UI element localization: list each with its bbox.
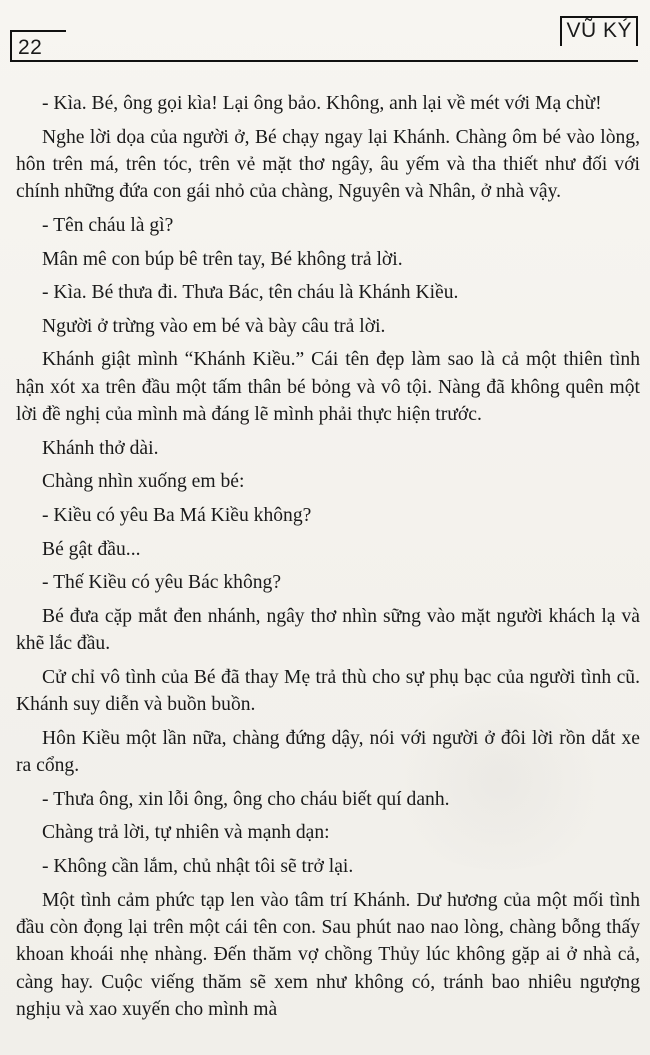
paragraph: - Tên cháu là gì?: [42, 215, 174, 236]
paragraph: - Kìa. Bé thưa đi. Thưa Bác, tên cháu là Khánh Kiều.: [42, 282, 459, 304]
paragraph: Chàng nhìn xuống em bé:: [42, 471, 245, 493]
paragraph: Chàng trả lời, tự nhiên và mạnh dạn:: [42, 822, 330, 844]
running-head-author: VŨ KÝ: [566, 19, 632, 42]
paragraph: Hôn Kiều một lần nữa, chàng đứng dậy, nói với người ở đôi lời rồn dắt xe ra cổng.: [16, 727, 640, 777]
paragraph: - Thưa ông, xin lỗi ông, ông cho cháu biết quí danh.: [42, 788, 450, 810]
page-number: 22: [18, 36, 43, 59]
header-rule: [64, 60, 638, 62]
paragraph: Người ở trừng vào em bé và bày câu trả lời.: [42, 315, 386, 337]
paragraph: Nghe lời dọa của người ở, Bé chạy ngay lại Khánh. Chàng ôm bé vào lòng, hôn trên má, trên tóc, trên vẻ mặt thơ ngây, âu yếm và tha thiết như đối với chính những đứa con gái nhỏ của chàng, Nguyên và Nhân, ở nhà vậy.: [16, 126, 640, 203]
paragraph: Khánh giật mình “Khánh Kiều.” Cái tên đẹp làm sao là cả một thiên tình hận xót xa trên đầu một tấm thân bé bỏng và vô tội. Nàng đã không quên một lời đề nghị của mình mà đáng lẽ mình phải thực hiện trước.: [16, 349, 640, 426]
paragraph: Cử chỉ vô tình của Bé đã thay Mẹ trả thù cho sự phụ bạc của người tình cũ. Khánh suy diễn và buồn buồn.: [16, 666, 640, 716]
paragraph: - Kìa. Bé, ông gọi kìa! Lại ông bảo. Không, anh lại về mét với Mạ chừ!: [42, 93, 602, 114]
body-text: [16, 90, 640, 1030]
paragraph: - Không cần lắm, chủ nhật tôi sẽ trở lại.: [42, 855, 354, 877]
paragraph: Một tình cảm phức tạp len vào tâm trí Khánh. Dư hương của một mối tình đầu còn đọng lại trên một cái tên con. Sau phút nao nao lòng, chàng bỗng thấy khoan khoái nhẹ nhàng. Đến thăm vợ chồng Thủy lúc không gặp ai ở nhà cả, càng hay. Cuộc viếng thăm sẽ xem như không có, tránh bao nhiêu ngượng nghịu và xao xuyến cho mình mà: [16, 889, 640, 1021]
paragraph: - Kiều có yêu Ba Má Kiều không?: [42, 504, 312, 526]
paragraph: Khánh thở dài.: [42, 437, 159, 459]
paragraph: - Thế Kiều có yêu Bác không?: [42, 572, 282, 594]
paragraph: Bé đưa cặp mắt đen nhánh, ngây thơ nhìn sững vào mặt người khách lạ và khẽ lắc đầu.: [16, 605, 640, 655]
paragraph: Bé gật đầu...: [42, 538, 141, 560]
page-header: [10, 16, 638, 62]
paragraph: Mân mê con búp bê trên tay, Bé không trả lời.: [42, 248, 403, 270]
